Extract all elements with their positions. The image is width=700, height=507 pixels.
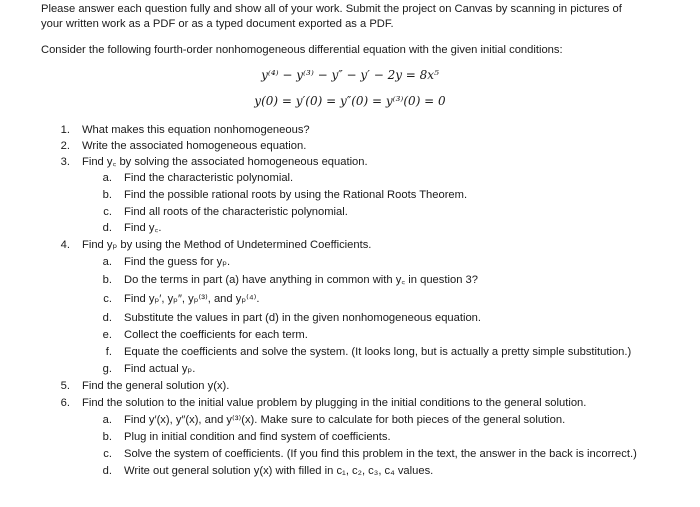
subquestion-letter: b.: [102, 274, 112, 286]
subquestion-text: Solve the system of coefficients. (If you find this problem in the text, the answer in the back is incorrect.): [124, 448, 637, 460]
intro-line-2: your written work as a PDF or as a typed document exported as a PDF.: [41, 18, 394, 30]
subquestion-text: Find the characteristic polynomial.: [124, 172, 294, 184]
question-number: 4.: [60, 239, 70, 251]
question-number: 1.: [60, 124, 70, 136]
subquestion-letter: a.: [102, 172, 112, 184]
subquestion-letter: e.: [102, 329, 112, 341]
subquestion-text: Substitute the values in part (d) in the given nonhomogeneous equation.: [124, 312, 482, 324]
differential-equation: y⁽⁴⁾ − y⁽³⁾ − y″ − y′ − 2y = 8x⁵: [261, 68, 439, 82]
subquestion-text: Find the guess for yₚ.: [124, 256, 231, 268]
question-text: Find the general solution y(x).: [82, 380, 230, 392]
question-number: 2.: [60, 140, 70, 152]
subquestion-letter: c.: [103, 206, 112, 218]
question-text: Find the solution to the initial value problem by plugging in the initial conditions to the general solution.: [82, 397, 587, 409]
subquestion-letter: b.: [102, 189, 112, 201]
question-text: What makes this equation nonhomogeneous?: [82, 124, 310, 136]
subquestion-letter: f.: [105, 346, 112, 358]
initial-conditions: y(0) = y′(0) = y″(0) = y⁽³⁾(0) = 0: [254, 94, 446, 108]
subquestion-text: Write out general solution y(x) with filled in c₁, c₂, c₃, c₄ values.: [124, 465, 434, 477]
subquestion-letter: d.: [102, 465, 112, 477]
subquestion-text: Plug in initial condition and find system of coefficients.: [124, 431, 391, 443]
question-number: 6.: [60, 397, 70, 409]
subquestion-letter: a.: [102, 414, 112, 426]
subquestion-letter: d.: [102, 222, 112, 234]
question-number: 3.: [60, 156, 70, 168]
subquestion-letter: d.: [102, 312, 112, 324]
subquestion-text: Find actual yₚ.: [124, 363, 196, 375]
subquestion-letter: c.: [103, 448, 112, 460]
subquestion-text: Do the terms in part (a) have anything in common with y꜀ in question 3?: [124, 274, 478, 286]
subquestion-text: Find the possible rational roots by using the Rational Roots Theorem.: [124, 189, 468, 201]
question-number: 5.: [60, 380, 70, 392]
consider-statement: Consider the following fourth-order nonhomogeneous differential equation with the given initial conditions:: [41, 44, 563, 56]
intro-line-1: Please answer each question fully and show all of your work. Submit the project on Canvas by scanning in pictures of: [41, 3, 622, 15]
subquestion-letter: c.: [103, 293, 112, 305]
subquestion-letter: b.: [102, 431, 112, 443]
subquestion-text: Find y꜀.: [124, 222, 162, 234]
subquestion-text: Collect the coefficients for each term.: [124, 329, 308, 341]
subquestion-text: Find all roots of the characteristic polynomial.: [124, 206, 348, 218]
subquestion-text: Find y′(x), y″(x), and y⁽³⁾(x). Make sure to calculate for both pieces of the general solution.: [124, 414, 566, 426]
subquestion-text: Find yₚ′, yₚ″, yₚ⁽³⁾, and yₚ⁽⁴⁾.: [124, 293, 260, 305]
question-text: Find yₚ by using the Method of Undetermined Coefficients.: [82, 239, 372, 251]
question-text: Write the associated homogeneous equation.: [82, 140, 307, 152]
subquestion-letter: a.: [102, 256, 112, 268]
subquestion-letter: g.: [102, 363, 112, 375]
subquestion-text: Equate the coefficients and solve the system. (It looks long, but is actually a pretty simple substitution.): [124, 346, 632, 358]
question-text: Find y꜀ by solving the associated homogeneous equation.: [82, 156, 368, 168]
